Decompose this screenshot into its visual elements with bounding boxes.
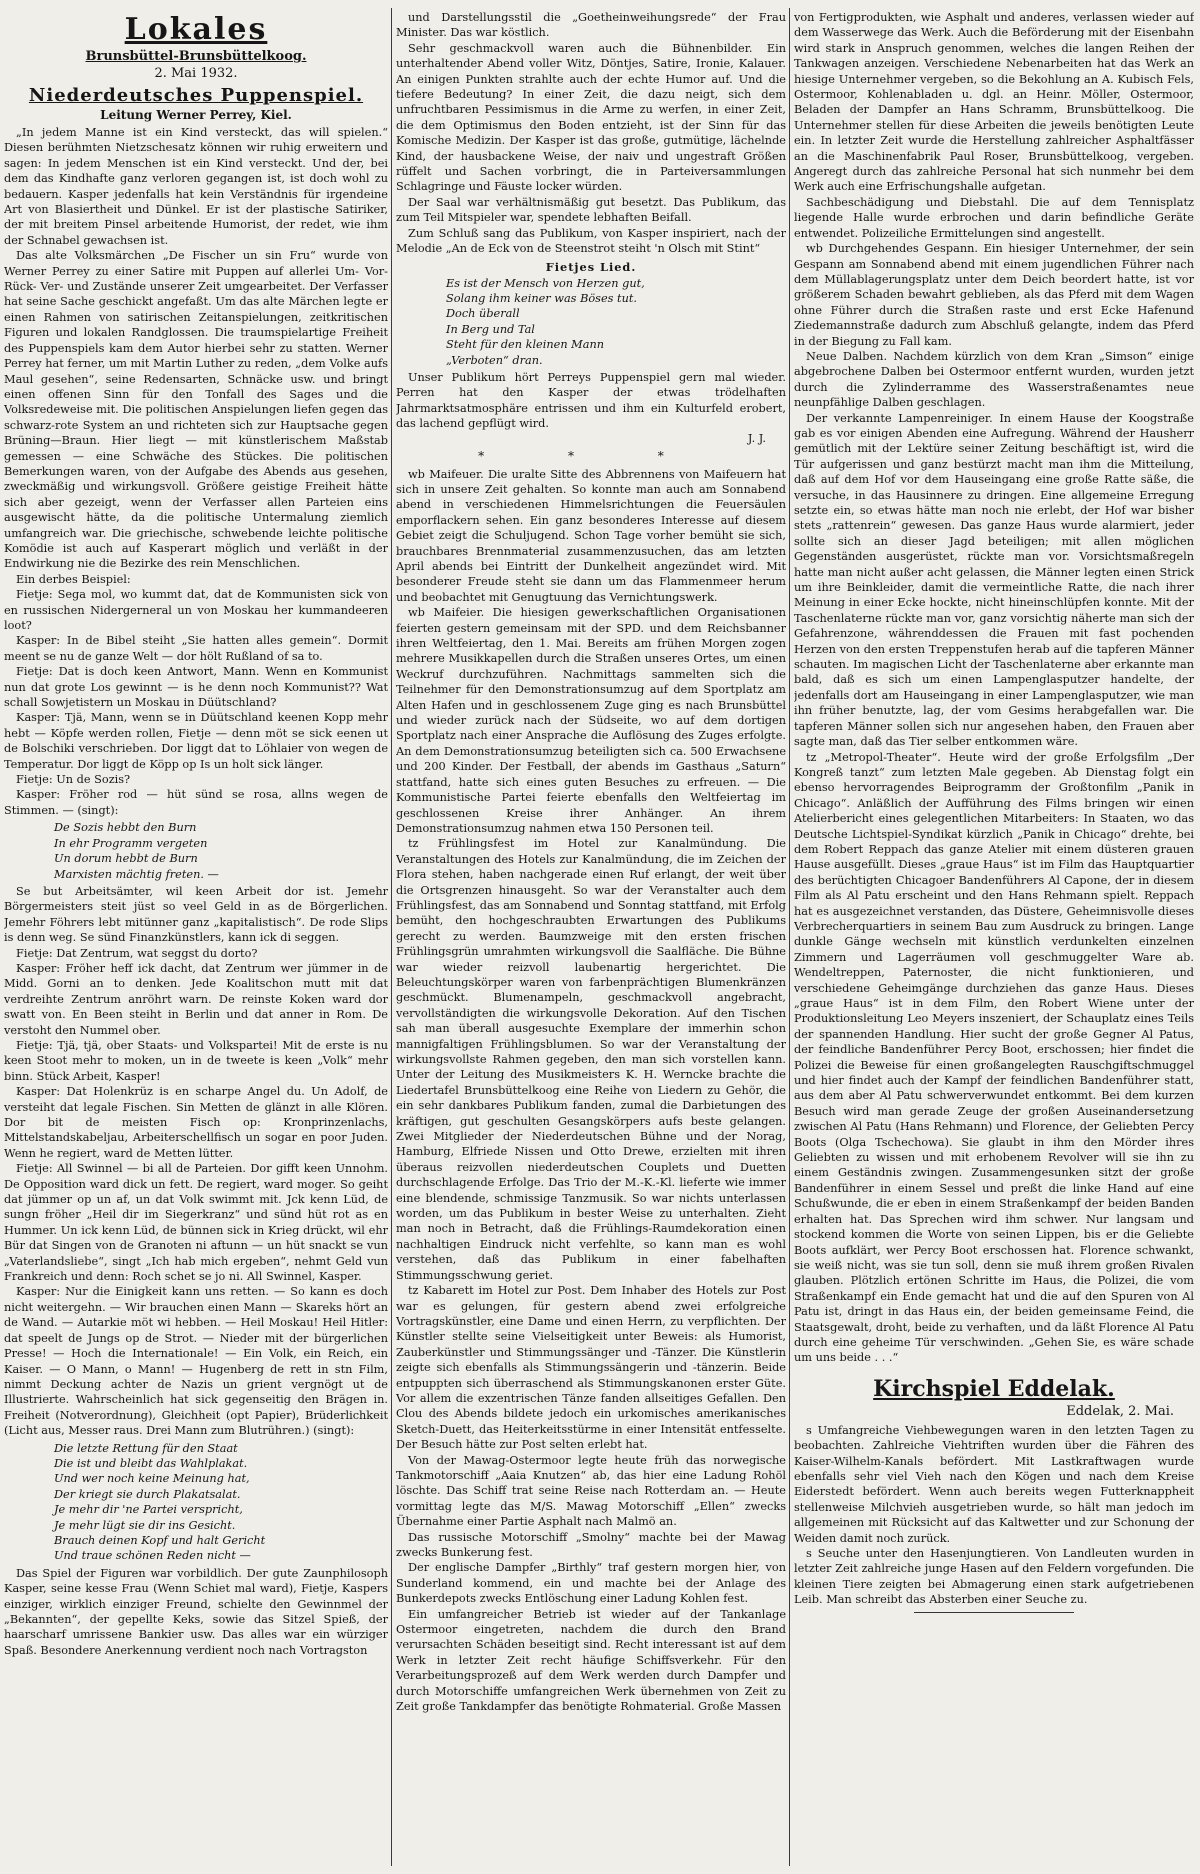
local-subhead: Brunsbüttel-Brunsbüttelkoog.: [85, 49, 307, 64]
verse-line: Marxisten mächtig freten. —: [54, 867, 219, 881]
paragraph: Zum Schluß sang das Publikum, von Kasper inspiriert, nach der Melodie „An de Eck von de Steenstrot steiht 'n Olsch mit Stint“: [396, 226, 786, 256]
verse-line: De Sozis hebbt den Burn: [54, 821, 197, 835]
news-item-kabarett: tz Kabarett im Hotel zur Post. Dem Inhaber des Hotels zur Post war es gelungen, für gestern abend zwei erfolgreiche Vortragskünstler, eine Dame und einen Herrn, zu verpflichten. Der Künstler stellte seine Vielseitigkeit unter Beweis: als Humorist, Zauberkünstler und Stimmungssänger und -Tänzer. Die Künstlerin zeigte sich ebenfalls als Stimmungssängerin und -tänzerin. Beide entpuppten sich überraschend als Stimmungskanonen erster Güte. Vor allem die exzentrischen Tänze fanden allseitiges Gefallen. Den Clou des Abends bildete jedoch ein urkomisches amerikanisches Sketch-Duett, das Heiterkeitsstürme in einer Intensität entfesselte. Der Besuch hätte zur Post selten erlebt hat.: [396, 1284, 786, 1452]
verse-line: „Verboten“ dran.: [446, 353, 543, 367]
news-item-betrieb: Ein umfangreicher Betrieb ist wieder auf der Tankanlage Ostermoor eingetreten, nachdem die durch den Brand verursachten Schäden beseitigt sind. Recht interessant ist auf dem Werk in letzter Zeit recht häufige Schiffsverkehr. Für den Verarbeitungsprozeß auf dem Werk werden durch Dampfer und durch Motorschiffe umfangreichen Werk übernehmen von Zeit zu Zeit große Tankdampfer das benötigte Rohmaterial. Große Massen: [396, 1607, 786, 1714]
news-item-mawag: Von der Mawag-Ostermoor legte heute früh das norwegische Tankmotorschiff „Aaia Knutzen“ ab, das hier eine Ladung Rohöl löschte. Das Schiff trat seine Reise nach Rotterdam an. — Heute vormittag legte das M/S. Mawag Motorschiff „Ellen“ zwecks Übernahme einer Partie Asphalt nach Malmö an.: [396, 1453, 786, 1529]
dateline-eddelak: Eddelak, 2. Mai.: [1066, 1403, 1174, 1419]
column-divider: [789, 8, 790, 1866]
paragraph: Sehr geschmackvoll waren auch die Bühnenbilder. Ein unterhaltender Abend voller Witz, Döntjes, Satire, Ironie, Kalauer. An einigen Punkten strahlte auch der echte Humor auf. Und die tiefere Bedeutung? In einer Zeit, die dazu neigt, sich dem unfruchtbaren Pessimismus in die Arme zu werfen, in einer Zeit, die dem Optimismus den Boden entzieht, ist der Sinn für das Komische Medizin. Der Kasper ist das große, gutmütige, lächelnde Kind, der hausbackene Weise, der naiv und ungestraft Größen rüffelt und Sachen vorbringt, die in Parteiversammlungen Schlagringe und Fäuste locker würden.: [396, 41, 786, 194]
poem-title: Fietjes Lied.: [545, 259, 637, 274]
verse-line: Und traue schönen Reden nicht —: [54, 1549, 251, 1563]
paragraph: und Darstellungsstil die „Goetheinweihungsrede“ der Frau Minister. Das war köstlich.: [396, 11, 786, 40]
paragraph: Der Saal war verhältnismäßig gut besetzt. Das Publikum, das zum Teil Mitspieler war, spendete lebhaften Beifall.: [396, 195, 786, 225]
verse-line: Solang ihm keiner was Böses tut.: [446, 291, 637, 305]
author-signature: J. J.: [747, 431, 766, 445]
verse-line: Je mehr dir 'ne Partei verspricht,: [54, 1503, 243, 1517]
verse-block: [54, 1441, 388, 1564]
news-item-birthly: Der englische Dampfer „Birthly“ traf gestern morgen hier, von Sunderland kommend, ein und machte bei der Anlage des Bunkerdepots zwecks Entlöschung einer Ladung Kohlen fest.: [396, 1561, 786, 1606]
paragraph: Fietje: Sega mol, wo kummt dat, dat de Kommunisten sick von en russischen Nidergerneral un von Moskau her kummandeeren loot?: [4, 588, 388, 632]
paragraph: Fietje: Dat is doch keen Antwort, Mann. Wenn en Kommunist nun dat grote Los gewinnt — is he denn noch Kommunist?? Wat schall Sowjetistern un Moskau in Düütschland?: [4, 665, 388, 710]
verse-line: Die letzte Rettung für den Staat: [54, 1441, 238, 1455]
news-item-smolny: Das russische Motorschiff „Smolny“ machte bei der Mawag zwecks Bunkerung fest.: [396, 1530, 786, 1559]
news-item-hasen: s Seuche unter den Hasenjungtieren. Von Landleuten wurden in letzter Zeit zahlreiche junge Hasen auf den Feldern vorgefunden. Die kleinen Tiere zeigten bei Abmagerung einen stark aufgetriebenen Leib. Man schreibt das Absterben einer Seuche zu.: [794, 1547, 1194, 1607]
verse-line: Die ist und bleibt das Wahlplakat.: [54, 1456, 248, 1470]
paragraph: Ein derbes Beispiel:: [16, 572, 131, 586]
verse-line: Steht für den kleinen Mann: [446, 338, 605, 352]
news-item-fruehlingsfest: tz Frühlingsfest im Hotel zur Kanalmündung. Die Veranstaltungen des Hotels zur Kanalmündung, die im Zeichen der Flora stehen, haben nachgerade einen Ruf erlangt, der weit über die Ortsgrenzen hinausgeht. So war der Veranstalter auch dem Frühlingsfest, das am Sonnabend und Sonntag stattfand, mit Erfolg bemüht, den hochgeschraubten Erwartungen des Publikums gerecht zu werden. Baumzweige mit den ersten frischen Frühlingsgrün umrahmten wirkungsvoll die Saalfläche. Die Bühne war wieder reizvoll laubenartig hergerichtet. Die Beleuchtungskörper waren von farbenprächtigen Blumenkränzen geschmückt. Blumenampeln, geschmackvoll angebracht, vervollständigten die wirkungsvolle Dekoration. Auf den Tischen sah man überall ausgesuchte Exemplare der immerhin schon mannigfaltigen Frühlingsblumen. So war der Veranstaltung der wirkungsvollste Rahmen gegeben, den man sich vorstellen kann. Unter der Leitung des Musikmeisters K. H. Werncke brachte die Liedertafel Brunsbüttelkoog eine Reihe von Liedern zu Gehör, die ein sehr dankbares Publikum fanden, zumal die Darbietungen des kräftigen, gut geschulten Gesangskörpers aufs beste gelangen. Zwei Mitglieder der Niederdeutschen Bühne und der Norag, Hamburg, Elfriede Nissen und Otto Drewe, erzielten mit ihren überaus reizvollen niederdeutschen Couplets und Duetten durchschlagende Erfolge. Das Trio der M.-K.-Kl. lieferte wie immer eine blendende, schmissige Tanzmusik. So war nichts unterlassen worden, um das Publikum in bester Weise zu unterhalten. Zieht man noch in Betracht, daß die Frühlings-Raumdekoration einen nachhaltigen Eindruck nicht verfehlte, so kann man es wohl verstehen, daß das Publikum in einer fabelhaften Stimmungsschwung geriet.: [396, 837, 786, 1282]
news-item-gespann: wb Durchgehendes Gespann. Ein hiesiger Unternehmer, der sein Gespann am Sonnabend abend mit einem jugendlichen Führer nach dem Müllablagerungsplatz unter dem Deich beordert hatte, ist vor größerem Schaden bewahrt geblieben, als das Pferd mit dem Wagen ohne Führer durch die Straßen raste und erst Ecke Hafenund Ziedemannstraße dadurch zum Abschluß gelangte, indem das Pferd in der Biegung zu Fall kam.: [794, 242, 1194, 348]
verse-line: Brauch deinen Kopf und halt Gericht: [54, 1533, 266, 1547]
verse-line: Der kriegt sie durch Plakatsalat.: [54, 1487, 241, 1501]
verse-block: [54, 820, 388, 882]
verse-line: Es ist der Mensch von Herzen gut,: [446, 276, 645, 290]
paragraph: Unser Publikum hört Perreys Puppenspiel gern mal wieder. Perren hat den Kasper der etwas trödelhaften Jahrmarktsatmosphäre entrissen und ihm ein Kulturfeld erobert, das lachend gepflügt wird.: [396, 370, 786, 431]
verse-line: Un dorum hebbt de Burn: [54, 852, 198, 866]
verse-line: In ehr Programm vergeten: [54, 836, 208, 850]
poem-block: [446, 276, 786, 368]
news-item-vieh: s Umfangreiche Viehbewegungen waren in den letzten Tagen zu beobachten. Zahlreiche Viehtriften wurden über die Fähren des Kaiser-Wilhelm-Kanals befördert. Mit Lastkraftwagen wurde ebenfalls sehr viel Vieh nach den Kögen und nach dem Kreise Eiderstedt befördert. Wenn auch bereits wegen Futterknappheit stellenweise Milchvieh ausgetrieben wurde, so hält man jedoch im allgemeinen mit Rücksicht auf das Kaltwetter und zur Schonung der Weiden damit noch zurück.: [794, 1423, 1194, 1545]
end-rule: [914, 1612, 1074, 1613]
paragraph: Fietje: Dat Zentrum, wat seggst du dorto?: [16, 946, 258, 960]
column-3: [794, 10, 1194, 1864]
paragraph: Kasper: Fröher rod — hüt sünd se rosa, allns wegen de Stimmen. — (singt):: [4, 788, 388, 817]
paragraph: Kasper: In de Bibel steiht „Sie hatten alles gemein“. Dormit meent se nu de ganze Welt — dor hölt Rußland of sa to.: [4, 634, 388, 663]
verse-line: Und wer noch keine Meinung hat,: [54, 1472, 250, 1486]
news-item-dalben: Neue Dalben. Nachdem kürzlich von dem Kran „Simson“ einige abgebrochene Dalben bei Ostermoor entfernt wurden, wurden jetzt durch die Zylinderramme des Wasserstraßenamtes neue neunpfählige Dalben geschlagen.: [794, 349, 1194, 410]
column-2: [396, 10, 786, 1864]
paragraph: Kasper: Tjä, Mann, wenn se in Düütschland keenen Kopp mehr hebt — Köpfe werden rollen, Fietje — denn möt se sick eenen ut de Bolschiki verschrieben. Dor liggt dat to Löhlaier von wegen de Temperatur. Dor liggt de Köpp op Is un holt sick länger.: [4, 711, 388, 771]
paragraph: Kasper: Dat Holenkrüz is en scharpe Angel du. Un Adolf, de versteiht dat legale Fischen. Sin Metten de glänzt in alle Klören. Dor bit de meisten Fisch op: Kronprinzenlachs, Mittelstandskabeljau, Arbeiterschellfisch un sogar en poor Juden. Wenn he regiert, ward de Metten lütter.: [4, 1085, 388, 1160]
paragraph: Fietje: Tjä, tjä, ober Staats- und Volkspartei! Mit de erste is nu keen Stoot mehr to moken, un in de tweete is keen „Volk“ mehr binn. Stück Arbeit, Kasper!: [4, 1038, 388, 1083]
news-item-sachbeschaedigung: Sachbeschädigung und Diebstahl. Die auf dem Tennisplatz liegende Halle wurde erbrochen und darin befindliche Geräte entwendet. Polizeiliche Ermittelungen sind angestellt.: [794, 195, 1194, 240]
news-item-metropol: tz „Metropol-Theater“. Heute wird der große Erfolgsfilm „Der Kongreß tanzt“ zum letzten Male gegeben. Ab Dienstag folgt ein ebenso hervorragendes Beiprogramm der Großtonfilm „Panik in Chicago“. Anläßlich der Aufführung des Films bringen wir einen Atelierbericht eines gelegentlichen Mitarbeiters: In Staaten, wo das Deutsche Lichtspiel-Syndikat kürzlich „Panik in Chicago“ drehte, bei dem Robert Reppach das ganze Atelier mit einem düsteren grauen Hause ausgefüllt. Dieses „graue Haus“ ist im Film das Hauptquartier des berüchtigten Chicagoer Bandenführers Al Capone, der in diesem Film als Al Patu erscheint und den Hans Rehmann spielt. Reppach hat es ausgezeichnet verstanden, das Düstere, Geheimnisvolle dieses Verbrecherquartiers in seinem Bau zum Ausdruck zu bringen. Lange dunkle Gänge wechseln mit künstlich verdunkelten einzelnen Zimmern und Lagerräumen voll geschmuggelter Ware ab. Wendeltreppen, Paternoster, die nicht funktionieren, und verschiedene Geheimgänge durchziehen das ganze Haus. Dieses „graue Haus“ ist in dem Film, den Robert Wiene unter der Produktionsleitung Leo Meyers inszeniert, der Schauplatz eines Teils der spannenden Handlung. Hier sucht der große Gegner Al Patus, der feindliche Bandenführer Percy Boot, erschossen; hier findet die Polizei die Beweise für einen großangelegten Rauschgiftschmuggel und hier findet auch der Kampf der feindlichen Bandenführer statt, aus dem aber Al Patu schwerverwundet entkommt. Bei dem kurzen Besuch wird man gerade Zeuge der großen Auseinandersetzung zwischen Al Patu (Hans Rehmann) und Florence, der Geliebten Percy Boots (Olga Tschechowa). Sie glaubt in ihm den Mörder ihres Geliebten zu wissen und mit erhobenem Revolver will sie ihn zu einem Geständnis zwingen. Zusammengesunken sitzt der große Bandenführer in einem Sessel und preßt die linke Hand auf eine Schußwunde, die er eben in einem Straßenkampf der beiden Banden erhalten hat. Das Sprechen wird ihm schwer. Nur langsam und stockend kommen die Worte von seinen Lippen, bis er die Geliebte Boots aufklärt, wer Percy Boot erschossen hat. Florence schwankt, sie weiß nicht, was sie tun soll, denn sie muß ihrem großen Rivalen glauben. Plötzlich ertönen Schritte im Haus, die Polizei, die vom Straßenkampf ein Ende gemacht hat und die auf den Spuren von Al Patu ist, dringt in das Haus ein, der beiden gemeinsame Feind, die Staatsgewalt, droht, beide zu verhaften, und da läßt Florence Al Patu durch eine geheime Tür verschwinden. „Gehen Sie, es wäre schade um uns beide . . .“: [794, 750, 1194, 1365]
paragraph: Se but Arbeitsämter, wil keen Arbeit dor ist. Jemehr Börgermeisters steit jüst so veel Geld in as de Börgerlichen. Jemehr Föhrers lebt mitünner ganz „kapitalistisch“. De rode Slips is denn weg. Se sünd Finanzkünstlers, kann ick di seggen.: [4, 884, 388, 945]
news-item-lampenreiniger: Der verkannte Lampenreiniger. In einem Hause der Koogstraße gab es vor einigen Abenden eine Aufregung. Während der Hausherr gemütlich mit der Lektüre seiner Zeitung beschäftigt ist, wird die Tür aufgerissen und ganz bestürzt macht man ihm die Mitteilung, daß auf dem Hof vor dem Hauseingang eine große Ratte säße, die versuche, in das Hausinnere zu dringen. Eine allgemeine Erregung setzte ein, so etwas hätte man noch nie erlebt, der Hof war bisher stets „rattenrein“ gewesen. Das ganze Haus wurde alarmiert, jeder sollte sich an dieser Jagd beteiligen; mit allen möglichen Gegenständen ausgerüstet, rückte man vor. Vorsichtsmaßregeln hatte man nicht außer acht gelassen, die Männer legten einen Strick um ihre Beinkleider, damit die vermeintliche Ratte, die nach ihrer Meinung in einer Ecke hockte, nicht hineinschlüpfen konnte. Mit der Taschenlaterne rückte man vor, ganz vorsichtig näherte man sich der Gefahrenzone, währenddessen die Frauen mit fast pochenden Herzen von den ersten Treppenstufen herab auf die tapferen Männer schauten. Im magischen Licht der Taschenlaterne aber erkannte man bald, daß es sich um einen Lampenglasputzer handelte, der jedenfalls dort am Hauseingang in einer Lampenglasputzer, wie man ihn früher benutzte, lag, der vom Gesims herabgefallen war. Die tapferen Männer sollen sich nur angesehen haben, den Frauen aber sagte man, daß das Tier selber entkommen wäre.: [794, 411, 1194, 749]
section-title: Lokales: [124, 12, 268, 47]
paragraph: „In jedem Manne ist ein Kind versteckt, das will spielen.“ Diesen berühmten Nietzschesatz können wir ruhig erweitern und sagen: In jedem Menschen ist ein Kind versteckt. Und der, bei dem das Kindhafte ganz verloren gegangen ist, ist doch wohl zu bedauern. Kasper jedenfalls hat kein Verständnis für irgendeine Art von Blasiertheit und Dünkel. Er ist der plastische Satiriker, der mit breitem Pinsel arbeitende Humorist, der redet, wie ihm der Schnabel gewachsen ist.: [4, 126, 388, 247]
article-byline: Leitung Werner Perrey, Kiel.: [100, 108, 292, 122]
verse-line: Je mehr lügt sie dir ins Gesicht.: [54, 1518, 236, 1532]
verse-line: In Berg und Tal: [446, 322, 535, 336]
paragraph: Das Spiel der Figuren war vorbildlich. Der gute Zaunphilosoph Kasper, seine kesse Frau (Wenn Schiet mal ward), Fietje, Kaspers einziger, wirklich einziger Freund, schielte den Gewinnmel der „Bekannten“, der gepellte Keks, sowie das Sitzel Spieß, der haarscharf umrissene Bankier usw. Das alles war ein würziger Spaß. Besondere Anerkennung verdient noch nach Vortragston: [4, 1566, 388, 1657]
column-divider: [391, 8, 392, 1866]
paragraph: Fietje: All Swinnel — bi all de Parteien. Dor gifft keen Unnohm. De Opposition ward dick un fett. De regiert, ward moger. So geiht dat jümmer op un af, un dat Volk swimmt mit. Jck kenn Lüd, de sungn fröher „Heil dir im Siegerkranz“ und sünd hüt rot as en Hummer. Un ick kenn Lüd, de bünnen sick in Krieg drückt, wil ehr Bür dat Singen von de Granoten ni aftunn — un hüt snackt se vun „Vaterlandsliebe“, singt „Ich hab mich ergeben“, nehmt Geld vun Frankreich und denn: Roch schet se jo ni. All Swinnel, Kasper.: [4, 1162, 388, 1284]
paragraph: Kasper: Nur die Einigkeit kann uns retten. — So kann es doch nicht weitergehn. — Wir brauchen einen Mann — Skareks hört an de Wand. — Autarkie möt wi hebben. — Heil Moskau! Heil Hitler: dat speelt de Jungs op de Strot. — Nieder mit der bürgerlichen Presse! — Hoch die Internationale! — Ein Volk, ein Reich, ein Kaiser. — O Mann, o Mann! — Hugenberg de rett in stn Film, nimmt Deckung achter de Nazis un grient vergnögt ut de Illustrierte. Wahrscheinlich hat sick gegenseitig den Brägen in. Freiheit (Notverordnung), Gleichheit (opt Papier), Brüderlichkeit (Licht aus, Messer raus. Drei Mann zum Blutrühren.) (singt):: [4, 1285, 388, 1438]
verse-line: Doch überall: [446, 307, 520, 321]
column-1: [4, 10, 388, 1864]
article-headline: Niederdeutsches Puppenspiel.: [28, 85, 364, 106]
paragraph: Das alte Volksmärchen „De Fischer un sin Fru“ wurde von Werner Perrey zu einer Satire mit Puppen auf allerlei Um- Vor- Rück- Ver- und Zustände unserer Zeit umgearbeitet. Der Verfasser hat seine Sache geschickt angefaßt. Um das alte Märchen legte er einen Rahmen von satirischen Zeitanspielungen, zeitkritischen Figuren und lokalen Randglossen. Die traumspielartige Freiheit des Puppenspiels kam dem Autor hierbei sehr zu statten. Werner Perrey hat ferner, um mit Martin Luther zu reden, „dem Volke aufs Maul gesehen“, seine Redensarten, Schnäcke usw. und bringt einen offenen Sinn für den Tonfall des Sages und die Volksredeweise mit. Die politischen Anspielungen liefen gegen das schwarz-rote System an und richteten sich zur Hauptsache gegen Brüning—Braun. Hier liegt — mit künstlerischem Maßstab gemessen — eine Schwäche des Stückes. Die politischen Bemerkungen waren, von der Aufgabe des Abends aus gesehen, zweckmäßig und wirkungsvoll. Größere geistige Freiheit hätte sich aber gezeigt, wenn der Verfasser allen Parteien eins ausgewischt hätte, da die politische Untermalung ziemlich umfangreich war. Die griechische, schwebende leichte politische Komödie ist auch auf Kasperart möglich und verläßt in der Endwirkung nie die Bezirke des rein Menschlichen.: [4, 249, 388, 571]
paragraph: Fietje: Un de Sozis?: [16, 773, 131, 787]
paragraph: Kasper: Fröher heff ick dacht, dat Zentrum wer jümmer in de Midd. Gorni an to denken. Jede Koalitschon mutt mit dat verdreihte Zentrum anröhrt warn. De reinste Koken ward dor swatt von. En Been steiht in Berlin und dat anner in Rom. De verstoht den Nummel ober.: [4, 961, 388, 1037]
paragraph: von Fertigprodukten, wie Asphalt und anderes, verlassen wieder auf dem Wasserwege das Werk. Auch die Beförderung mit der Eisenbahn wird stark in Anspruch genommen, welches die langen Reihen der Tankwagen anzeigen. Verschiedene Nebenarbeiten hat das Werk an hiesige Unternehmer vergeben, so die Bekohlung an A. Kubisch Fels, Ostermoor, Kohlenabladen u. dgl. an Heinr. Möller, Ostermoor, Beladen der Dampfer an Hans Schramm, Brunsbüttelkoog. Die Unternehmer stellen für diese Arbeiten die jeweils benötigten Leute ein. In letzter Zeit wurde die Herstellung zahlreicher Asphaltfässer an die Maschinenfabrik Paul Roser, Brunsbüttelkoog, vergeben. Angeregt durch das zahlreiche Personal hat sich nunmehr bei dem Werk auch eine Erfrischungshalle aufgetan.: [794, 11, 1194, 194]
section-title-eddelak: Kirchspiel Eddelak.: [873, 1375, 1115, 1402]
news-item-maifeuer: wb Maifeuer. Die uralte Sitte des Abbrennens von Maifeuern hat sich in unsere Zeit gehalten. So konnte man auch am Sonnabend abend in verschiedenen Himmelsrichtungen die Feuersäulen emporflackern sehen. Ein ganz besonderes Interesse auf diesem Gebiet zeigt die Schuljugend. Schon Tage vorher bemüht sie sich, brauchbares Brennmaterial zusammenzusuchen, das am letzten April abends bei Eintritt der Dunkelheit angezündet wird. Mit besonderer Freude steht sie dann um das Flammenmeer herum und beobachtet mit Genugtuung das Vernichtungswerk.: [396, 467, 786, 604]
dateline: 2. Mai 1932.: [154, 66, 238, 81]
section-separator: * * *: [478, 448, 704, 463]
news-item-maifeier: wb Maifeier. Die hiesigen gewerkschaftlichen Organisationen feierten gestern gemeinsam mit der SPD. und dem Reichsbanner ihren Weltfeiertag, den 1. Mai. Bereits am frühen Morgen zogen mehrere Musikkapellen durch die Straßen unseres Ortes, um einen Weckruf durchzuführen. Nachmittags sammelten sich die Teilnehmer für den Demonstrationsumzug auf dem Sportplatz am Alten Hafen und in geschlossenem Zuge ging es nach Brunsbüttel und wieder zurück nach der Südseite, wo auf dem dortigen Sportplatz nach einer Ansprache die Auflösung des Zuges erfolgte. An dem Demonstrationsumzug beteiligten sich ca. 500 Erwachsene und 200 Kinder. Der Festball, der abends im Gasthaus „Saturn“ stattfand, hatte sich eines guten Besuches zu erfreuen. — Die Kommunistische Partei feierte ebenfalls den Weltfeiertag im geschlossenen Kreise ihrer Anhänger. An ihrem Demonstrationsumzug nahmen etwa 150 Personen teil.: [396, 606, 786, 835]
